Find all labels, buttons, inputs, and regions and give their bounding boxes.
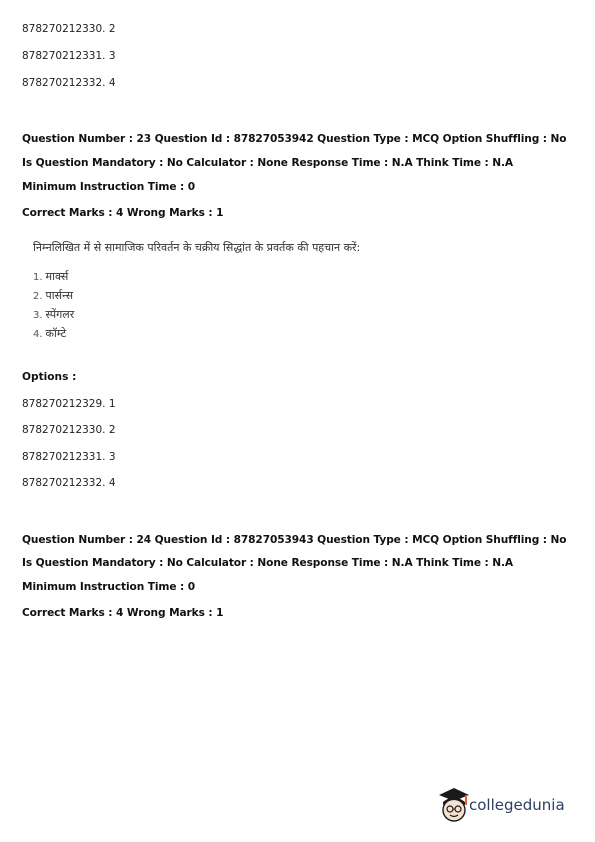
logo-wordmark: collegedunia	[469, 796, 565, 814]
option-line: 878270212332. 4	[22, 77, 116, 89]
option-line: 878270212331. 3	[22, 50, 116, 62]
question-23-meta-line-2: Is Question Mandatory : No Calculator : None Response Time : N.A Think Time : N.A	[22, 157, 514, 169]
question-24-meta-line-2: Is Question Mandatory : No Calculator : None Response Time : N.A Think Time : N.A	[22, 557, 514, 569]
option-line: 878270212330. 2	[22, 424, 116, 436]
choice-item: 4. कॉम्टे	[33, 327, 67, 340]
choice-item: 2. पार्सन्स	[33, 289, 74, 302]
option-line: 878270212330. 2	[22, 23, 116, 35]
question-24-meta-line-1: Question Number : 24 Question Id : 87827053943 Question Type : MCQ Option Shuffling : No	[22, 534, 567, 546]
question-23-meta-line-1: Question Number : 23 Question Id : 87827053942 Question Type : MCQ Option Shuffling : No	[22, 133, 567, 145]
question-23-choices	[33, 268, 74, 344]
option-line: 878270212331. 3	[22, 451, 116, 463]
question-23-marks: Correct Marks : 4 Wrong Marks : 1	[22, 207, 224, 219]
options-label: Options :	[22, 371, 77, 383]
question-23-text: निम्नलिखित में से सामाजिक परिवर्तन के चक्रीय सिद्धांत के प्रवर्तक की पहचान करें:	[33, 241, 361, 254]
choice-item: 3. स्पेंगलर	[33, 308, 75, 321]
question-24-marks: Correct Marks : 4 Wrong Marks : 1	[22, 607, 224, 619]
question-23-meta-line-3: Minimum Instruction Time : 0	[22, 181, 196, 193]
graduate-face-icon	[436, 783, 472, 827]
option-line: 878270212332. 4	[22, 477, 116, 489]
question-24-meta-line-3: Minimum Instruction Time : 0	[22, 581, 196, 593]
option-line: 878270212329. 1	[22, 398, 116, 410]
choice-item: 1. मार्क्स	[33, 270, 69, 283]
collegedunia-logo	[436, 783, 576, 831]
